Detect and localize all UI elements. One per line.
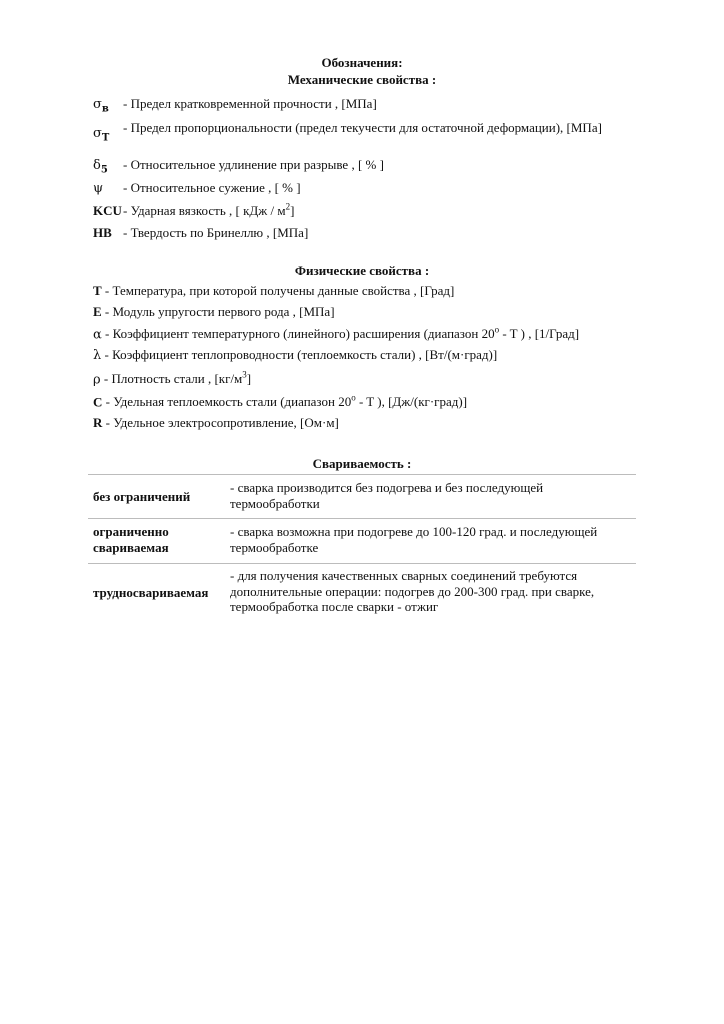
description: - Модуль упругости первого рода , [МПа] bbox=[101, 304, 335, 319]
symbol: ψ bbox=[93, 181, 104, 196]
description: - Коэффициент температурного (линейного) расширения (диапазон 20$^o$ - T ) , [1/Град] bbox=[101, 325, 580, 342]
weld-text: - для получения качественных сварных соединений требуются дополнительные операции: подогрев до 200-300 град. при сварке, термообработка после сварки - отжиг bbox=[230, 568, 595, 615]
phys-row-e bbox=[93, 304, 653, 320]
description: - Температура, при которой получены данные свойства , [Град] bbox=[101, 283, 455, 298]
weld-row-unlimited bbox=[93, 480, 633, 516]
mech-row-hb bbox=[93, 225, 653, 241]
phys-row-lambda bbox=[93, 347, 653, 364]
symbol: R bbox=[93, 415, 103, 430]
phys-row-c bbox=[93, 393, 653, 410]
mech-row-sigma-t bbox=[93, 120, 653, 152]
description: - Удельная теплоемкость стали (диапазон 20$^o$ - T ), [Дж/(кг·град)] bbox=[102, 393, 468, 410]
mech-row-kcu bbox=[93, 202, 653, 219]
phys-row-t bbox=[93, 283, 653, 299]
description: - Ударная вязкость , [ кДж / $м^2$] bbox=[123, 202, 295, 219]
symbol: E bbox=[93, 304, 102, 319]
description: - Предел кратковременной прочности , [МПа] bbox=[123, 96, 377, 111]
description: - Твердость по Бринеллю , [МПа] bbox=[123, 225, 309, 240]
table-divider bbox=[88, 518, 636, 519]
symbol: C bbox=[93, 394, 103, 410]
symbol: $\delta_5$ bbox=[93, 158, 108, 176]
weld-text: - сварка возможна при подогреве до 100-120 град. и последующей термообработке bbox=[230, 524, 598, 555]
symbol: ρ bbox=[93, 372, 101, 388]
phys-row-r bbox=[93, 415, 653, 431]
symbol: $\sigma_в$ bbox=[93, 97, 109, 115]
symbol: λ bbox=[93, 348, 102, 363]
weld-label: без ограничений bbox=[93, 489, 191, 504]
description: - Относительное удлинение при разрыве , [ % ] bbox=[123, 157, 384, 172]
mech-row-sigma-b bbox=[93, 96, 653, 116]
weldability-heading: Свариваемость : bbox=[312, 456, 412, 471]
description: - Плотность стали , $[кг/м^3]$ bbox=[100, 370, 252, 387]
physical-heading: Физические свойства : bbox=[294, 263, 430, 278]
symbol: $\sigma_T$ bbox=[93, 126, 110, 144]
table-divider bbox=[88, 474, 636, 475]
symbol: α bbox=[93, 327, 102, 343]
table-divider bbox=[88, 563, 636, 564]
phys-row-alpha bbox=[93, 325, 653, 343]
symbol: T bbox=[93, 283, 102, 298]
weld-row-limited bbox=[93, 524, 633, 560]
symbol: HB bbox=[93, 225, 112, 240]
phys-row-rho bbox=[93, 370, 653, 388]
description: - Удельное электросопротивление, [Ом·м] bbox=[102, 415, 339, 430]
description: - Относительное сужение , [ % ] bbox=[123, 180, 301, 195]
symbol: KCU bbox=[93, 203, 122, 219]
description: - Коэффициент теплопроводности (теплоемкость стали) , [Вт/(м·град)] bbox=[101, 347, 498, 362]
page-title: Обозначения: bbox=[321, 55, 403, 70]
weld-label: ограниченно свариваемая bbox=[93, 524, 169, 555]
weld-label: трудносвариваемая bbox=[93, 585, 209, 600]
description: - Предел пропорциональности (предел текучести для остаточной деформации), [МПа] bbox=[123, 120, 602, 135]
mech-row-delta bbox=[93, 157, 653, 177]
weld-row-difficult bbox=[93, 568, 633, 620]
mech-row-psi bbox=[93, 180, 653, 197]
mechanical-heading: Механические свойства : bbox=[287, 72, 437, 87]
weld-text: - сварка производится без подогрева и без последующей термообработки bbox=[230, 480, 544, 511]
